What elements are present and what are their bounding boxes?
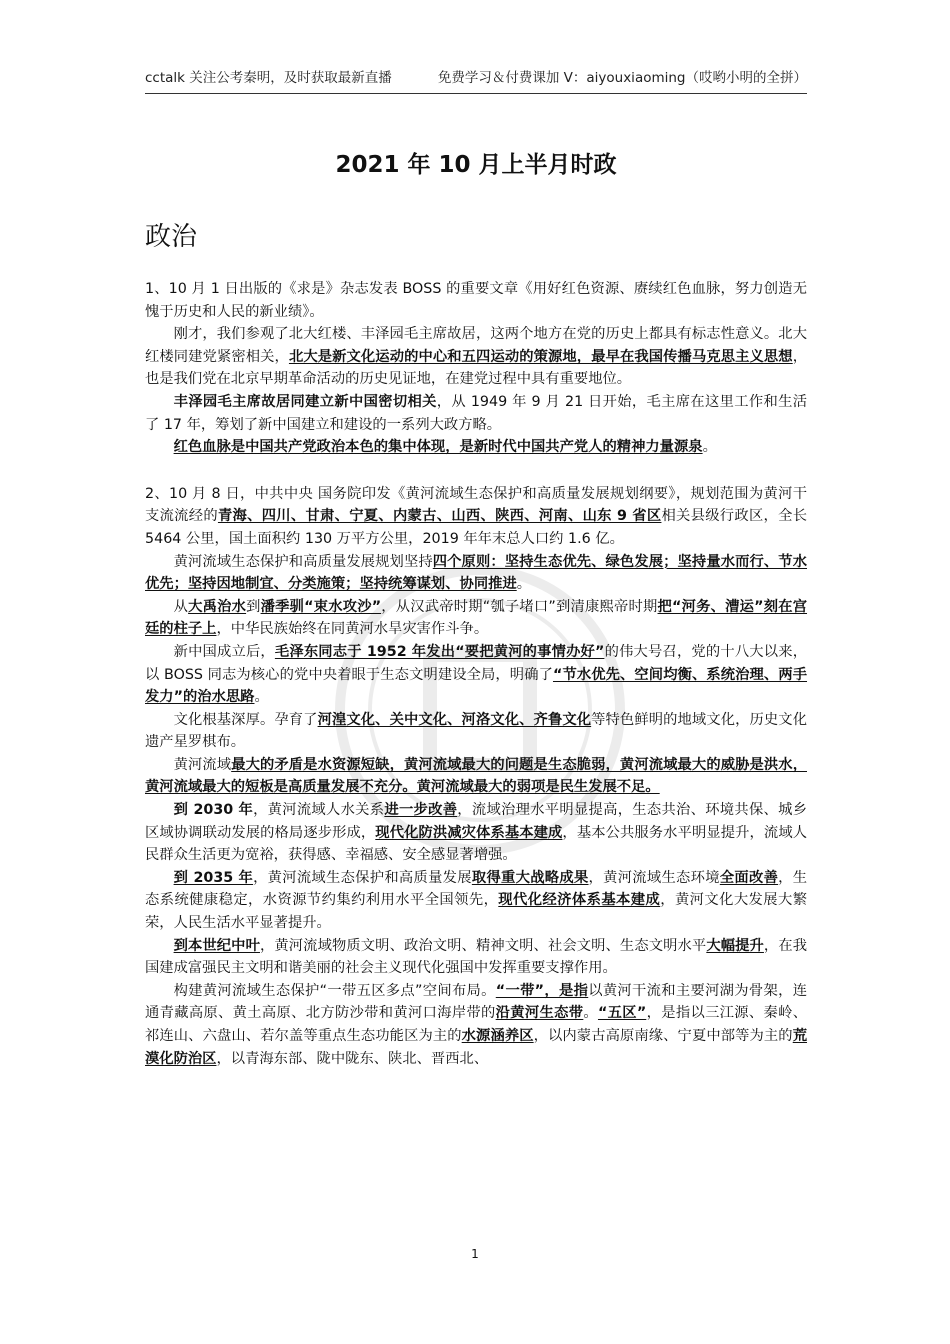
- paragraph-13: 到本世纪中叶，黄河流域物质文明、政治文明、精神文明、社会文明、生态文明水平大幅提升，在我国建成富强民主文明和谐美丽的社会主义现代化强国中发挥重要支撑作用。: [145, 937, 808, 977]
- paragraph-3: 丰泽园毛主席故居同建立新中国密切相关，从 1949 年 9 月 21 日开始，毛主席在这里工作和生活了 17 年，筹划了新中国建立和建设的一系列大政方略。: [145, 393, 807, 433]
- page-title: 2021 年 10 月上半月时政: [335, 152, 617, 178]
- paragraph-5: 2、10 月 8 日，中共中央 国务院印发《黄河流域生态保护和高质量发展规划纲要》，规划范围为黄河干支流流经的青海、四川、甘肃、宁夏、内蒙古、山西、陕西、河南、山东 9 省区相关县级行政区，全长 5464 公里，国土面积约 130 万平方公里，2019 年年末总人口约 1.6 亿。: [145, 485, 808, 547]
- page-header: [145, 66, 807, 86]
- page-number: 1: [471, 1247, 479, 1261]
- paragraph-4: 红色血脉是中国共产党政治本色的集中体现，是新时代中国共产党人的精神力量源泉。: [173, 439, 717, 456]
- paragraph-7: 从大禹治水到潘季驯“束水攻沙”，从汉武帝时期“瓠子堵口”到清康熙帝时期把“河务、漕运”刻在宫廷的柱子上，中华民族始终在同黄河水旱灾害作斗争。: [145, 598, 808, 638]
- header-right-text: 免费学习＆付费课加 V：aiyouxiaoming（哎哟小明的全拼）: [437, 70, 807, 86]
- paragraph-6: 黄河流域生态保护和高质量发展规划坚持四个原则：坚持生态优先、绿色发展；坚持量水而行、节水优先；坚持因地制宜、分类施策；坚持统筹谋划、协同推进。: [145, 553, 808, 593]
- header-divider: [145, 93, 807, 94]
- paragraph-11: 到 2030 年，黄河流域人水关系进一步改善，流域治理水平明显提高，生态共治、环境共保、城乡区域协调联动发展的格局逐步形成，现代化防洪减灾体系基本建成，基本公共服务水平明显提升，流域人民群众生活更为宽裕，获得感、幸福感、安全感显著增强。: [145, 802, 808, 864]
- section-heading: 政治: [145, 222, 198, 252]
- paragraph-8: 新中国成立后，毛泽东同志于 1952 年发出“要把黄河的事情办好”的伟大号召，党的十八大以来，以 BOSS 同志为核心的党中央着眼于生态文明建设全局，明确了“节水优先、空间均衡、系统治理、两手发力”的治水思路。: [145, 643, 808, 706]
- paragraph-1: 1、10 月 1 日出版的《求是》杂志发表 BOSS 的重要文章《用好红色资源、赓续红色血脉，努力创造无愧于历史和人民的新业绩》。: [145, 281, 807, 320]
- paragraph-10: 黄河流域最大的矛盾是水资源短缺，黄河流域最大的问题是生态脆弱，黄河流域最大的威胁是洪水，黄河流域最大的短板是高质量发展不充分。黄河流域最大的弱项是民生发展不足。: [145, 756, 807, 796]
- paragraph-9: 文化根基深厚。孕育了河湟文化、关中文化、河洛文化、齐鲁文化等特色鲜明的地域文化，历史文化遗产星罗棋布。: [145, 711, 808, 751]
- paragraph-12: 到 2035 年，黄河流域生态保护和高质量发展取得重大战略成果，黄河流域生态环境全面改善，生态系统健康稳定，水资源节约集约利用水平全国领先，现代化经济体系基本建成，黄河文化大发展大繁荣，人民生活水平显著提升。: [145, 869, 808, 932]
- header-left-text: cctalk 关注公考秦明，及时获取最新直播: [145, 70, 392, 86]
- paragraph-2: 刚才，我们参观了北大红楼、丰泽园毛主席故居，这两个地方在党的历史上都具有标志性意义。北大红楼同建党紧密相关，北大是新文化运动的中心和五四运动的策源地，最早在我国传播马克思主义思想，也是我们党在北京早期革命活动的历史见证地，在建党过程中具有重要地位。: [145, 326, 807, 388]
- paragraph-14: 构建黄河流域生态保护“一带五区多点”空间布局。“一带”，是指以黄河干流和主要河湖为骨架，连通青藏高原、黄土高原、北方防沙带和黄河口海岸带的沿黄河生态带。“五区”，是指以三江源、秦岭、祁连山、六盘山、若尔盖等重点生态功能区为主的水源涵养区，以内蒙古高原南缘、宁夏中部等为主的荒漠化防治区，以青海东部、陇中陇东、陕北、晋西北、: [145, 982, 808, 1067]
- article-body: [145, 278, 807, 1070]
